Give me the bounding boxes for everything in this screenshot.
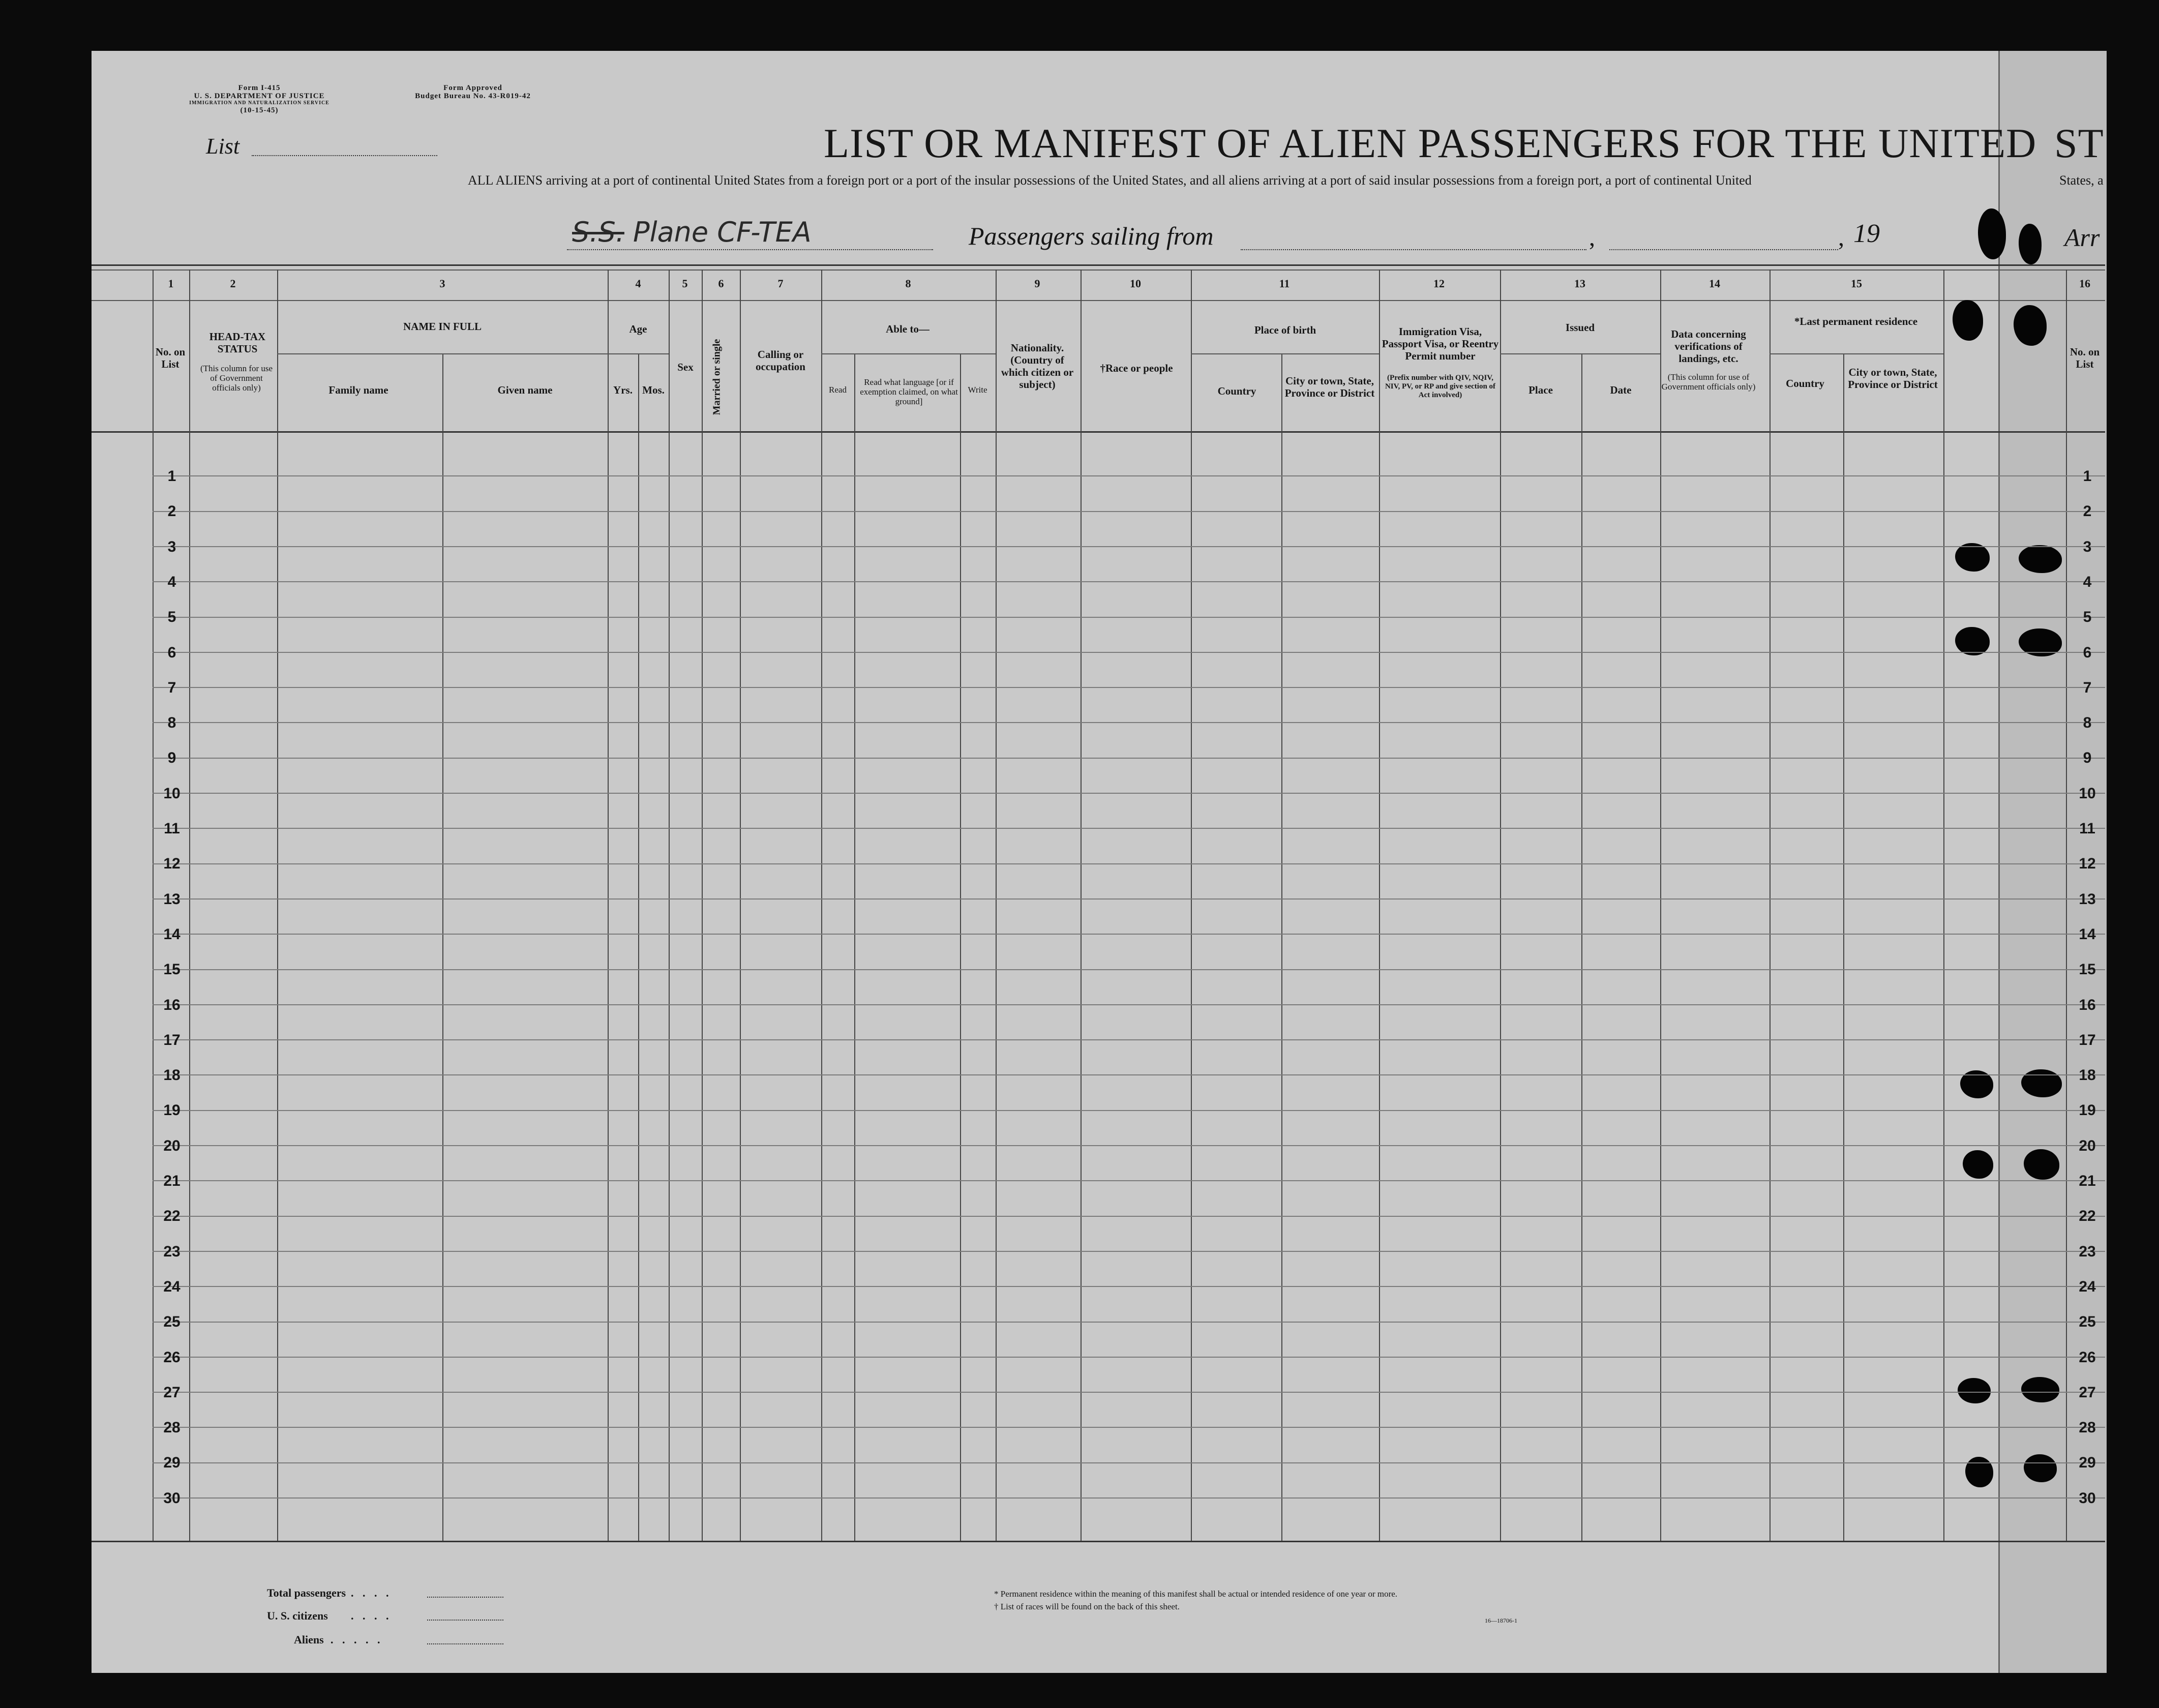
row-number-left: 15 [163, 961, 181, 978]
table-row[interactable] [153, 1251, 2105, 1252]
row-number-right: 4 [2083, 573, 2092, 590]
arriving-fragment: Arr [2064, 223, 2100, 252]
row-number-left: 9 [167, 750, 176, 767]
title-fragment: ST [2054, 120, 2104, 166]
form-department: U. S. DEPARTMENT OF JUSTICE [194, 92, 325, 100]
column-divider [996, 269, 997, 1541]
column-divider [189, 269, 190, 1541]
footer-total-dots: . . . . [351, 1586, 392, 1599]
column-divider [277, 269, 278, 1541]
row-number-left: 14 [163, 925, 181, 943]
row-number-left: 7 [167, 679, 176, 696]
header-write: Write [968, 385, 987, 395]
row-number-left: 28 [163, 1419, 181, 1436]
page-subtitle: ALL ALIENS arriving at a port of continental United States from a foreign port or a port of the insular possessions of the United States, and all aliens arriving at a port of said insular possessions from a foreign port, a port of continental United [468, 173, 1752, 188]
column-number: 8 [905, 277, 911, 290]
header-visa: Immigration Visa, Passport Visa, or Reentry Permit number [1382, 325, 1499, 362]
header-race: †Race or people [1100, 362, 1173, 374]
punch-hole [2024, 1149, 2059, 1180]
row-number-left: 27 [163, 1384, 181, 1401]
row-number-right: 10 [2079, 785, 2096, 802]
header-yrs: Yrs. [613, 384, 633, 396]
form-budget: Budget Bureau No. 43-R019-42 [415, 92, 531, 100]
subtitle-fragment: States, a [2059, 173, 2104, 188]
table-row[interactable] [153, 617, 2105, 618]
row-number-right: 3 [2083, 538, 2092, 555]
row-number-right: 18 [2079, 1067, 2096, 1084]
row-number-left: 5 [167, 609, 176, 626]
row-number-right: 20 [2079, 1137, 2096, 1154]
table-row[interactable] [153, 793, 2105, 794]
column-number: 15 [1851, 277, 1862, 290]
row-number-right: 26 [2079, 1349, 2096, 1366]
row-number-right: 12 [2079, 855, 2096, 873]
table-row[interactable] [153, 1004, 2105, 1005]
row-number-left: 11 [164, 820, 180, 837]
column-divider [1500, 269, 1501, 1541]
column-divider [1660, 269, 1661, 1541]
header-age: Age [629, 323, 647, 335]
punch-hole [2021, 1377, 2059, 1402]
row-number-right: 15 [2079, 961, 2096, 978]
row-number-left: 13 [163, 890, 181, 908]
header-name-in-full: NAME IN FULL [403, 320, 482, 333]
table-row[interactable] [153, 581, 2105, 582]
header-res-city: City or town, State, Province or District [1848, 366, 1938, 391]
row-number-left: 16 [163, 996, 181, 1013]
table-row[interactable] [153, 1357, 2105, 1358]
punch-hole [2021, 1069, 2062, 1097]
punch-hole [2014, 305, 2047, 346]
table-row[interactable] [153, 1497, 2105, 1499]
row-number-right: 22 [2079, 1208, 2096, 1225]
row-number-left: 29 [163, 1454, 181, 1472]
header-place-of-birth: Place of birth [1254, 324, 1316, 336]
row-number-left: 10 [163, 785, 181, 802]
table-row[interactable] [153, 652, 2105, 653]
column-divider [1943, 269, 1944, 1541]
header-head-tax: HEAD-TAX STATUS [209, 331, 266, 355]
column-number: 13 [1574, 277, 1585, 290]
list-label: List [206, 134, 240, 159]
column-divider [153, 269, 154, 1541]
footer-note-residence: * Permanent residence within the meaning of this manifest shall be actual or intended residence of one year or more. [994, 1589, 1398, 1599]
subcolumn-divider [442, 353, 443, 1541]
table-row[interactable] [153, 898, 2105, 900]
row-number-left: 19 [163, 1102, 181, 1119]
table-row[interactable] [153, 969, 2105, 970]
column-divider [1081, 269, 1082, 1541]
column-divider [1379, 269, 1380, 1541]
subheader-divider [1191, 353, 1379, 354]
table-row[interactable] [153, 687, 2105, 688]
header-data-note: (This column for use of Government officials only) [1661, 372, 1756, 392]
row-number-right: 2 [2083, 503, 2092, 520]
column-number: 7 [777, 277, 784, 290]
row-number-right: 23 [2079, 1243, 2096, 1260]
sailing-from-field[interactable] [1241, 249, 1586, 250]
column-number: 14 [1709, 277, 1720, 290]
subcolumn-divider [960, 353, 961, 1541]
row-number-right: 25 [2079, 1313, 2096, 1331]
row-number-left: 23 [163, 1243, 181, 1260]
header-able-to: Able to— [886, 323, 929, 335]
form-date: (10-15-45) [240, 106, 279, 114]
row-number-right: 1 [2083, 468, 2092, 485]
sailing-from-label: Passengers sailing from [969, 222, 1214, 250]
row-number-left: 1 [167, 468, 176, 485]
row-number-right: 6 [2083, 644, 2092, 661]
table-top-border [92, 264, 2105, 266]
footer-citizens-dots: . . . . [351, 1609, 392, 1622]
footer-aliens-dots: . . . . . [331, 1633, 383, 1646]
row-number-right: 19 [2079, 1102, 2096, 1119]
colnum-bottom-border [92, 300, 2105, 301]
table-row[interactable] [153, 934, 2105, 935]
table-row[interactable] [153, 828, 2105, 829]
footer-citizens-field[interactable] [427, 1620, 503, 1621]
header-calling: Calling or occupation [755, 348, 805, 373]
column-number: 11 [1279, 277, 1290, 290]
subheader-divider [821, 353, 996, 354]
column-number: 3 [439, 277, 445, 290]
row-number-left: 26 [163, 1349, 181, 1366]
punch-hole [1953, 300, 1983, 341]
subcolumn-divider [1581, 353, 1582, 1541]
header-head-tax-note: (This column for use of Government officials only) [200, 364, 273, 393]
table-row[interactable] [153, 1427, 2105, 1428]
page-title: LIST OR MANIFEST OF ALIEN PASSENGERS FOR THE UNITED [824, 120, 2037, 166]
comma-separator: , [1589, 224, 1595, 251]
punch-hole [1965, 1457, 1993, 1487]
row-number-right: 17 [2079, 1031, 2096, 1048]
vessel-name-handwritten[interactable]: Plane CF-TEA [633, 216, 812, 248]
subcolumn-divider [1281, 353, 1282, 1541]
table-row[interactable] [153, 758, 2105, 759]
column-divider [821, 269, 822, 1541]
subheader-divider [608, 353, 669, 354]
row-number-right: 24 [2079, 1278, 2096, 1295]
header-no-on-list: No. on List [155, 346, 186, 370]
row-number-right: 29 [2079, 1454, 2096, 1472]
column-number: 5 [682, 277, 688, 290]
header-visa-note: (Prefix number with QIV, NQIV, NIV, PV, or RP and give section of Act involved) [1385, 374, 1496, 399]
punch-hole [1978, 208, 2006, 259]
row-number-right: 28 [2079, 1419, 2096, 1436]
column-divider [2066, 269, 2067, 1541]
header-issued-place: Place [1528, 384, 1553, 396]
header-married: Married or single [711, 339, 723, 415]
form-approved: Form Approved [443, 84, 502, 92]
header-nationality: Nationality. (Country of which citizen or subject) [1001, 342, 1074, 391]
column-number: 9 [1034, 277, 1040, 290]
row-number-right: 8 [2083, 714, 2092, 732]
sailing-date-field[interactable] [1609, 249, 1838, 250]
row-number-left: 3 [167, 538, 176, 555]
vessel-name-field [567, 249, 933, 250]
table-row[interactable] [153, 546, 2105, 547]
footer-total-label: Total passengers [267, 1586, 346, 1599]
header-read: Read [829, 385, 847, 395]
subcolumn-divider [854, 353, 855, 1541]
row-number-right: 7 [2083, 679, 2092, 696]
footer-total-field[interactable] [427, 1597, 503, 1598]
form-number: Form I-415 [238, 84, 281, 92]
column-divider [1770, 269, 1771, 1541]
header-given-name: Given name [497, 384, 553, 396]
row-number-left: 30 [163, 1489, 181, 1507]
column-divider [740, 269, 741, 1541]
row-number-left: 17 [163, 1031, 181, 1048]
table-row[interactable] [153, 1039, 2105, 1040]
table-row[interactable] [153, 722, 2105, 723]
punch-hole [1955, 627, 1990, 655]
punch-hole [2019, 224, 2042, 264]
row-number-right: 27 [2079, 1384, 2096, 1401]
table-row[interactable] [153, 1145, 2105, 1146]
row-number-left: 12 [163, 855, 181, 873]
row-number-left: 20 [163, 1137, 181, 1154]
table-row[interactable] [153, 863, 2105, 864]
manifest-sheet [92, 51, 2105, 1673]
row-number-left: 22 [163, 1208, 181, 1225]
list-number-field[interactable] [252, 155, 437, 156]
row-number-right: 13 [2079, 890, 2096, 908]
column-divider [608, 269, 609, 1541]
form-service: IMMIGRATION AND NATURALIZATION SERVICE [189, 100, 329, 106]
row-number-left: 6 [167, 644, 176, 661]
header-sex: Sex [677, 361, 694, 373]
column-number: 1 [168, 277, 174, 290]
row-number-left: 25 [163, 1313, 181, 1331]
table-row[interactable] [153, 1074, 2105, 1075]
header-issued-date: Date [1610, 384, 1632, 396]
header-last-residence: *Last permanent residence [1794, 315, 1918, 327]
table-bottom-border [92, 1541, 2105, 1542]
row-number-left: 2 [167, 503, 176, 520]
table-row[interactable] [153, 1392, 2105, 1393]
row-number-left: 18 [163, 1067, 181, 1084]
footer-aliens-label: Aliens [294, 1633, 324, 1646]
table-row[interactable] [153, 1322, 2105, 1323]
subheader-divider [277, 353, 608, 354]
row-number-right: 14 [2079, 925, 2096, 943]
header-issued: Issued [1565, 321, 1595, 334]
colnum-top-border [92, 269, 2105, 271]
row-number-left: 8 [167, 714, 176, 732]
punch-hole [2019, 545, 2062, 573]
column-divider [669, 269, 670, 1541]
header-no-on-list-right: No. on List [2070, 346, 2100, 370]
header-birth-city: City or town, State, Province or District [1284, 375, 1375, 399]
row-number-right: 9 [2083, 750, 2092, 767]
subheader-divider [1770, 353, 1943, 354]
comma-separator-2: , [1838, 224, 1844, 251]
row-number-left: 21 [163, 1173, 181, 1189]
punch-hole [2024, 1454, 2057, 1482]
table-row[interactable] [153, 1216, 2105, 1217]
row-number-left: 4 [167, 573, 176, 590]
table-row[interactable] [153, 1180, 2105, 1181]
vessel-prefix: S.S. [572, 216, 624, 248]
table-row[interactable] [153, 1110, 2105, 1111]
form-identification [163, 84, 356, 114]
table-row[interactable] [153, 475, 2105, 476]
footer-aliens-field[interactable] [427, 1643, 503, 1644]
form-approval [397, 84, 549, 100]
header-data-concerning: Data concerning verifications of landings, etc. [1671, 328, 1746, 365]
row-number-right: 11 [2079, 820, 2095, 837]
punch-hole [1955, 543, 1990, 572]
column-number: 12 [1433, 277, 1445, 290]
subheader-divider [1500, 353, 1660, 354]
header-bottom-border [92, 431, 2105, 433]
footer-print-code: 16—18706-1 [1485, 1617, 1517, 1624]
row-number-right: 16 [2079, 996, 2096, 1013]
punch-hole [1958, 1378, 1991, 1403]
header-birth-country: Country [1217, 385, 1256, 397]
subcolumn-divider [638, 353, 639, 1541]
column-number: 4 [635, 277, 641, 290]
column-number: 10 [1130, 277, 1141, 290]
header-mos: Mos. [642, 384, 665, 396]
punch-hole [1963, 1150, 1993, 1179]
header-read-language: Read what language [or if exemption claimed, on what ground] [860, 377, 958, 406]
row-number-right: 30 [2079, 1489, 2096, 1507]
year-prefix: 19 [1853, 219, 1880, 248]
table-row[interactable] [153, 1462, 2105, 1463]
table-row[interactable] [153, 1286, 2105, 1287]
table-row[interactable] [153, 511, 2105, 512]
row-number-right: 5 [2083, 609, 2092, 626]
footer-citizens-label: U. S. citizens [267, 1609, 328, 1622]
footer-note-races: † List of races will be found on the back of this sheet. [994, 1602, 1180, 1611]
row-number-right: 21 [2079, 1173, 2096, 1189]
column-divider [702, 269, 703, 1541]
header-family-name: Family name [328, 384, 388, 396]
header-res-country: Country [1786, 377, 1824, 389]
column-number: 16 [2079, 277, 2090, 290]
column-number: 6 [718, 277, 724, 290]
column-divider [1191, 269, 1192, 1541]
subcolumn-divider [1843, 353, 1844, 1541]
column-number: 2 [230, 277, 236, 290]
row-number-left: 24 [163, 1278, 181, 1295]
